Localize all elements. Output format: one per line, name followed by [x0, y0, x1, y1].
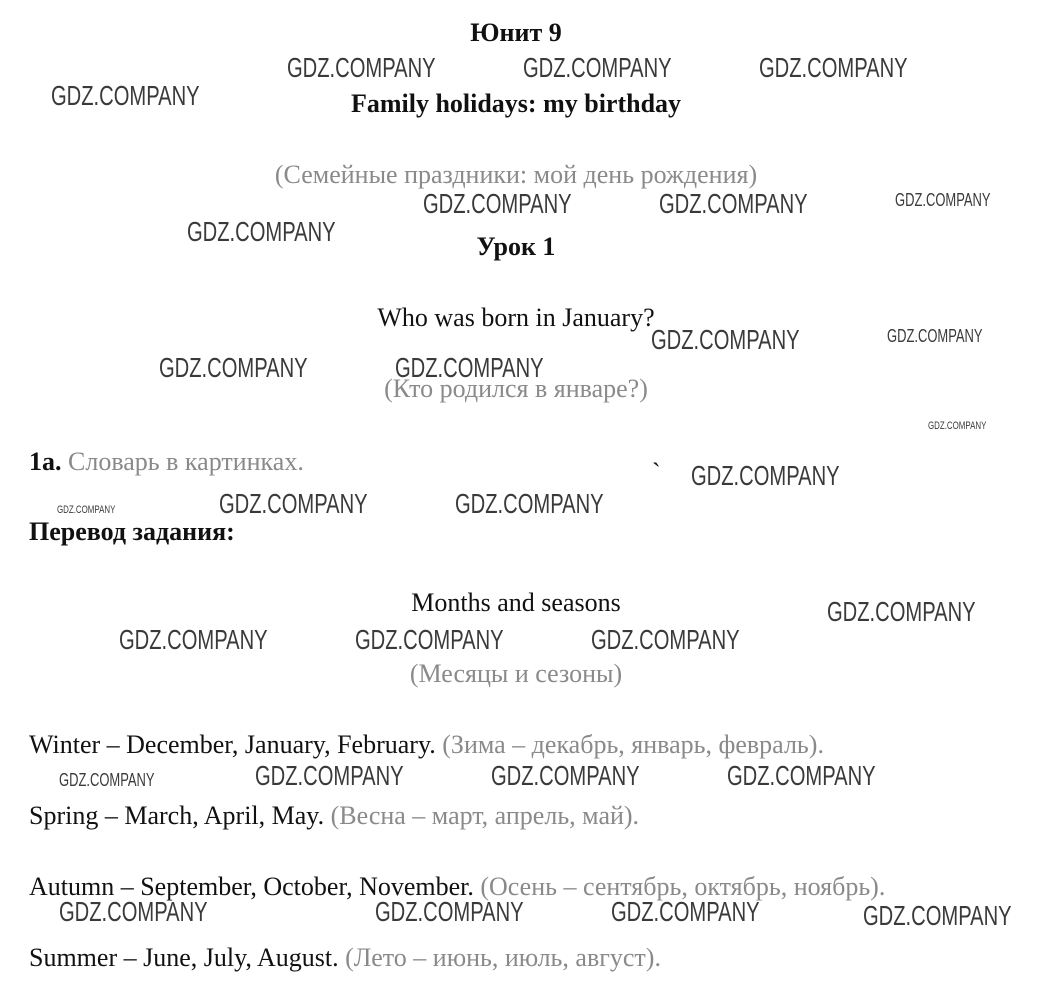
season-text: Autumn – September, October, November. — [29, 872, 474, 901]
season-text: Winter – December, January, February. — [29, 730, 436, 759]
lesson-topic-translation: (Семейные праздники: мой день рождения) — [274, 160, 758, 189]
watermark: GDZ.COMPANY — [59, 770, 155, 790]
watermark: GDZ.COMPANY — [591, 624, 740, 655]
task-translation-heading: Перевод задания: — [29, 517, 235, 546]
watermark: GDZ.COMPANY — [863, 900, 1012, 931]
lesson-topic-title: Family holidays: my birthday — [350, 89, 682, 118]
watermark: GDZ.COMPANY — [887, 326, 983, 346]
watermark: GDZ.COMPANY — [827, 596, 976, 627]
watermark: GDZ.COMPANY — [423, 188, 572, 219]
watermark: GDZ.COMPANY — [287, 52, 436, 83]
season-translation: (Осень – сентябрь, октябрь, ноябрь). — [480, 872, 886, 901]
watermark: GDZ.COMPANY — [375, 896, 524, 927]
watermark: GDZ.COMPANY — [159, 352, 308, 383]
watermark: GDZ.COMPANY — [895, 190, 991, 210]
season-translation: (Лето – июнь, июль, август). — [345, 943, 661, 972]
section-title-translation: (Месяцы и сезоны) — [409, 659, 623, 688]
season-line-winter — [29, 730, 824, 760]
lesson-subtitle-translation: (Кто родился в январе?) — [384, 374, 648, 403]
watermark: GDZ.COMPANY — [51, 80, 200, 111]
watermark: GDZ.COMPANY — [355, 624, 504, 655]
unit-title: Юнит 9 — [470, 18, 562, 47]
watermark: GDZ.COMPANY — [691, 460, 840, 491]
season-translation: (Весна – март, апрель, май). — [330, 801, 640, 830]
watermark: GDZ.COMPANY — [219, 488, 368, 519]
season-line-spring — [29, 801, 639, 831]
season-text: Spring – March, April, May. — [29, 801, 325, 830]
stray-mark: ` — [652, 458, 661, 487]
watermark: GDZ.COMPANY — [928, 420, 987, 432]
watermark: GDZ.COMPANY — [187, 216, 336, 247]
season-line-summer — [29, 943, 661, 973]
watermark: GDZ.COMPANY — [651, 324, 800, 355]
watermark: GDZ.COMPANY — [57, 504, 116, 516]
lesson-subtitle: Who was born in January? — [377, 303, 655, 332]
watermark: GDZ.COMPANY — [491, 760, 640, 791]
season-text: Summer – June, July, August. — [29, 943, 339, 972]
watermark: GDZ.COMPANY — [611, 896, 760, 927]
lesson-number: Урок 1 — [476, 232, 556, 261]
watermark: GDZ.COMPANY — [395, 352, 544, 383]
watermark: GDZ.COMPANY — [255, 760, 404, 791]
watermark: GDZ.COMPANY — [455, 488, 604, 519]
watermark: GDZ.COMPANY — [659, 188, 808, 219]
watermark: GDZ.COMPANY — [759, 52, 908, 83]
task-number: 1a. — [29, 447, 62, 476]
task-name: Словарь в картинках. — [68, 447, 304, 476]
section-title: Months and seasons — [411, 588, 621, 617]
watermark: GDZ.COMPANY — [59, 896, 208, 927]
season-translation: (Зима – декабрь, январь, февраль). — [442, 730, 824, 759]
watermark: GDZ.COMPANY — [119, 624, 268, 655]
watermark: GDZ.COMPANY — [523, 52, 672, 83]
watermark: GDZ.COMPANY — [727, 760, 876, 791]
task-line — [29, 447, 304, 477]
